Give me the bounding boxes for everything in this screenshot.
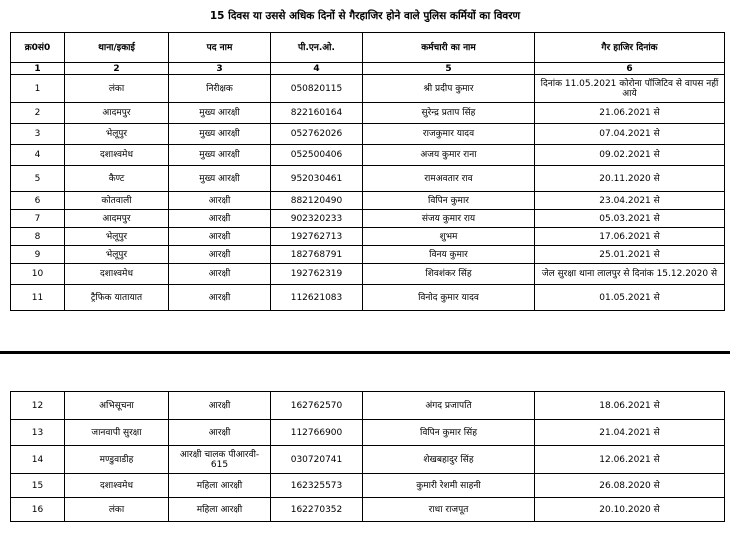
post-cell: आरक्षी (169, 192, 271, 210)
table-row (11, 166, 725, 192)
serial-cell: 10 (11, 264, 65, 285)
unit-cell: लंका (65, 75, 169, 103)
post-cell: आरक्षी (169, 228, 271, 246)
absent-date-cell: 12.06.2021 से (535, 446, 725, 474)
table-row (11, 210, 725, 228)
pno-cell: 112766900 (271, 420, 363, 446)
name-cell: रामअवतार राव (363, 166, 535, 192)
header-unit: थाना/इकाई (65, 33, 169, 63)
pno-cell: 112621083 (271, 285, 363, 311)
post-cell: आरक्षी (169, 246, 271, 264)
name-cell: संजय कुमार राय (363, 210, 535, 228)
absent-date-cell: 07.04.2021 से (535, 124, 725, 145)
table-row (11, 246, 725, 264)
post-cell: मुख्य आरक्षी (169, 103, 271, 124)
pno-cell: 050820115 (271, 75, 363, 103)
post-cell: आरक्षी चालक पीआरवी- 615 (169, 446, 271, 474)
absent-date-cell: 20.11.2020 से (535, 166, 725, 192)
unit-cell: भेलूपुर (65, 124, 169, 145)
name-cell: श्री प्रदीप कुमार (363, 75, 535, 103)
pno-cell: 052500406 (271, 145, 363, 166)
column-number-row (11, 63, 725, 75)
table-row (11, 264, 725, 285)
name-cell: कुमारी रेशमी साहनी (363, 474, 535, 498)
pno-cell: 192762319 (271, 264, 363, 285)
post-cell: आरक्षी (169, 420, 271, 446)
unit-cell: जानवापी सुरक्षा (65, 420, 169, 446)
serial-cell: 6 (11, 192, 65, 210)
pno-cell: 192762713 (271, 228, 363, 246)
absent-date-cell: 17.06.2021 से (535, 228, 725, 246)
serial-cell: 1 (11, 75, 65, 103)
name-cell: अजय कुमार राना (363, 145, 535, 166)
name-cell: विपिन कुमार सिंह (363, 420, 535, 446)
header-post: पद नाम (169, 33, 271, 63)
unit-cell: कैण्ट (65, 166, 169, 192)
page-divider (0, 351, 730, 354)
serial-cell: 7 (11, 210, 65, 228)
table-row (11, 420, 725, 446)
unit-cell: कोतवाली (65, 192, 169, 210)
column-number: 6 (535, 63, 725, 75)
serial-cell: 15 (11, 474, 65, 498)
absent-date-cell: दिनांक 11.05.2021 कोरोना पॉजिटिव से वापस नहीं आये (535, 75, 725, 103)
column-number: 1 (11, 63, 65, 75)
header-name: कर्मचारी का नाम (363, 33, 535, 63)
name-cell: राधा राजपूत (363, 498, 535, 522)
header-row (11, 33, 725, 63)
absent-date-cell: 05.03.2021 से (535, 210, 725, 228)
pno-cell: 162270352 (271, 498, 363, 522)
pno-cell: 162325573 (271, 474, 363, 498)
post-cell: आरक्षी (169, 285, 271, 311)
absent-date-cell: 09.02.2021 से (535, 145, 725, 166)
unit-cell: ट्रैफिक यातायात (65, 285, 169, 311)
column-number: 2 (65, 63, 169, 75)
pno-cell: 162762570 (271, 392, 363, 420)
absent-date-cell: 18.06.2021 से (535, 392, 725, 420)
serial-cell: 3 (11, 124, 65, 145)
name-cell: अंगद प्रजापति (363, 392, 535, 420)
unit-cell: दशाश्वमेध (65, 474, 169, 498)
unit-cell: लंका (65, 498, 169, 522)
unit-cell: भेलूपुर (65, 228, 169, 246)
serial-cell: 9 (11, 246, 65, 264)
serial-cell: 5 (11, 166, 65, 192)
table-row (11, 228, 725, 246)
column-number: 5 (363, 63, 535, 75)
unit-cell: मण्डुवाडीह (65, 446, 169, 474)
unit-cell: आदमपुर (65, 103, 169, 124)
name-cell: विपिन कुमार (363, 192, 535, 210)
pno-cell: 902320233 (271, 210, 363, 228)
pno-cell: 052762026 (271, 124, 363, 145)
serial-cell: 4 (11, 145, 65, 166)
table-row (11, 446, 725, 474)
absent-date-cell: 25.01.2021 से (535, 246, 725, 264)
serial-cell: 13 (11, 420, 65, 446)
column-number: 4 (271, 63, 363, 75)
post-cell: मुख्य आरक्षी (169, 166, 271, 192)
absent-date-cell: 23.04.2021 से (535, 192, 725, 210)
absent-date-cell: 21.06.2021 से (535, 103, 725, 124)
serial-cell: 2 (11, 103, 65, 124)
serial-cell: 11 (11, 285, 65, 311)
post-cell: महिला आरक्षी (169, 498, 271, 522)
unit-cell: अभिसूचना (65, 392, 169, 420)
table-row (11, 285, 725, 311)
pno-cell: 952030461 (271, 166, 363, 192)
table-row (11, 145, 725, 166)
absent-date-cell: 26.08.2020 से (535, 474, 725, 498)
pno-cell: 182768791 (271, 246, 363, 264)
unit-cell: भेलूपुर (65, 246, 169, 264)
serial-cell: 16 (11, 498, 65, 522)
post-cell: आरक्षी (169, 392, 271, 420)
table-row (11, 103, 725, 124)
absentee-table-page-2 (10, 391, 725, 522)
post-cell: मुख्य आरक्षी (169, 124, 271, 145)
post-cell: मुख्य आरक्षी (169, 145, 271, 166)
absent-date-cell: जेल सुरक्षा थाना लालपुर से दिनांक 15.12.2020 से (535, 264, 725, 285)
serial-cell: 8 (11, 228, 65, 246)
unit-cell: दशाश्वमेध (65, 145, 169, 166)
name-cell: राजकुमार यादव (363, 124, 535, 145)
table-row (11, 498, 725, 522)
absent-date-cell: 20.10.2020 से (535, 498, 725, 522)
name-cell: शेखबहादुर सिंह (363, 446, 535, 474)
table-row (11, 75, 725, 103)
column-number: 3 (169, 63, 271, 75)
name-cell: सुरेन्द्र प्रताप सिंह (363, 103, 535, 124)
serial-cell: 14 (11, 446, 65, 474)
pno-cell: 030720741 (271, 446, 363, 474)
post-cell: आरक्षी (169, 264, 271, 285)
name-cell: शुभम (363, 228, 535, 246)
absentee-table-page-1 (10, 32, 725, 311)
post-cell: आरक्षी (169, 210, 271, 228)
header-absent-date: गैर हाजिर दिनांक (535, 33, 725, 63)
unit-cell: दशाश्वमेध (65, 264, 169, 285)
post-cell: निरीक्षक (169, 75, 271, 103)
table-row (11, 124, 725, 145)
header-pno: पी.एन.ओ. (271, 33, 363, 63)
unit-cell: आदमपुर (65, 210, 169, 228)
table-row (11, 192, 725, 210)
name-cell: विनोद कुमार यादव (363, 285, 535, 311)
pno-cell: 822160164 (271, 103, 363, 124)
serial-cell: 12 (11, 392, 65, 420)
name-cell: शिवशंकर सिंह (363, 264, 535, 285)
document-title: 15 दिवस या उससे अधिक दिनों से गैरहाजिर होने वाले पुलिस कर्मियों का विवरण (209, 10, 521, 22)
post-cell: महिला आरक्षी (169, 474, 271, 498)
header-serial: क्र0सं0 (11, 33, 65, 63)
table-row (11, 474, 725, 498)
absent-date-cell: 21.04.2021 से (535, 420, 725, 446)
table-row (11, 392, 725, 420)
pno-cell: 882120490 (271, 192, 363, 210)
name-cell: विनय कुमार (363, 246, 535, 264)
absent-date-cell: 01.05.2021 से (535, 285, 725, 311)
